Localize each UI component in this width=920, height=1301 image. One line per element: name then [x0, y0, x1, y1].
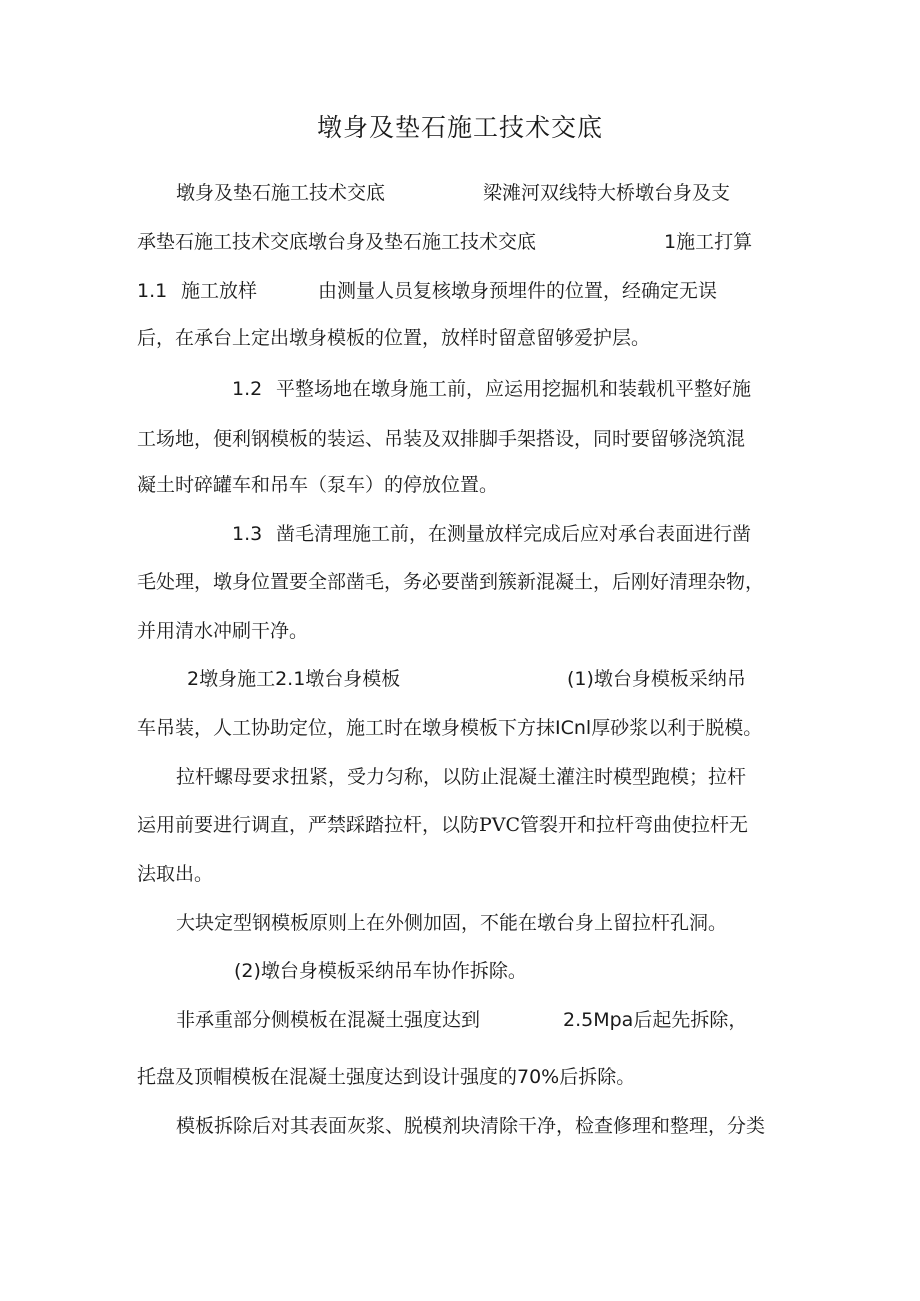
text-line: 2.5Mpa后起先拆除， [563, 1009, 748, 1031]
text-line: 并用清水冲刷干净。 [137, 620, 309, 642]
text-line: 凝土时碎罐车和吊车（泵车）的停放位置。 [137, 474, 499, 496]
text-line: 后，在承台上定出墩身模板的位置，放样时留意留够爱护层。 [137, 327, 651, 349]
text-line: 大块定型钢模板原则上在外侧加固，不能在墩台身上留拉杆孔洞。 [176, 912, 728, 934]
text-line: 车吊装，人工协助定位，施工时在墩身模板下方抹ICnl厚砂浆以利于脱模。 [137, 717, 763, 739]
text-line: 梁滩河双线特大桥墩台身及支 [483, 182, 731, 204]
text-line: 拉杆螺母要求扭紧，受力匀称，以防止混凝土灌注时模型跑模；拉杆 [176, 766, 747, 788]
document-title: 墩身及垫石施工技术交底 [316, 113, 603, 142]
text-line: 托盘及顶帽模板在混凝土强度达到设计强度的70%后拆除。 [137, 1066, 636, 1088]
text-line: 墩身及垫石施工技术交底 [176, 182, 386, 204]
text-line: 模板拆除后对其表面灰浆、脱模剂块清除干净，检查修理和整理，分类 [176, 1115, 766, 1137]
text-line: 法取出。 [137, 863, 214, 885]
section-heading: 2墩身施工2.1墩台身模板 [187, 668, 401, 690]
text-line: 非承重部分侧模板在混凝土强度达到 [176, 1009, 481, 1031]
text-line: (2)墩台身模板采纳吊车协作拆除。 [234, 960, 527, 982]
section-number: 1.3 [232, 523, 263, 545]
text-line: 毛处理，墩身位置要全部凿毛，务必要凿到簇新混凝土，后刚好清理杂物， [137, 571, 765, 593]
text-line: 承垫石施工技术交底墩台身及垫石施工技术交底 [137, 231, 537, 253]
text-line: 工场地，便利钢模板的装运、吊装及双排脚手架搭设，同时要留够浇筑混 [137, 428, 746, 450]
section-number: 1.2 [232, 378, 263, 400]
text-line: 1施工打算 [664, 231, 753, 253]
text-line: (1)墩台身模板采纳吊 [567, 668, 746, 690]
text-line: 平整场地在墩身施工前，应运用挖掘机和装载机平整好施 [276, 378, 752, 400]
section-number: 1.1 [137, 280, 168, 302]
text-line: 施工放样 [181, 280, 258, 302]
text-line: 由测量人员复核墩身预埋件的位置，经确定无误 [318, 280, 718, 302]
text-line: 运用前要进行调直，严禁踩踏拉杆，以防PVC管裂开和拉杆弯曲使拉杆无 [137, 814, 749, 836]
text-line: 凿毛清理施工前，在测量放样完成后应对承台表面进行凿 [276, 523, 752, 545]
